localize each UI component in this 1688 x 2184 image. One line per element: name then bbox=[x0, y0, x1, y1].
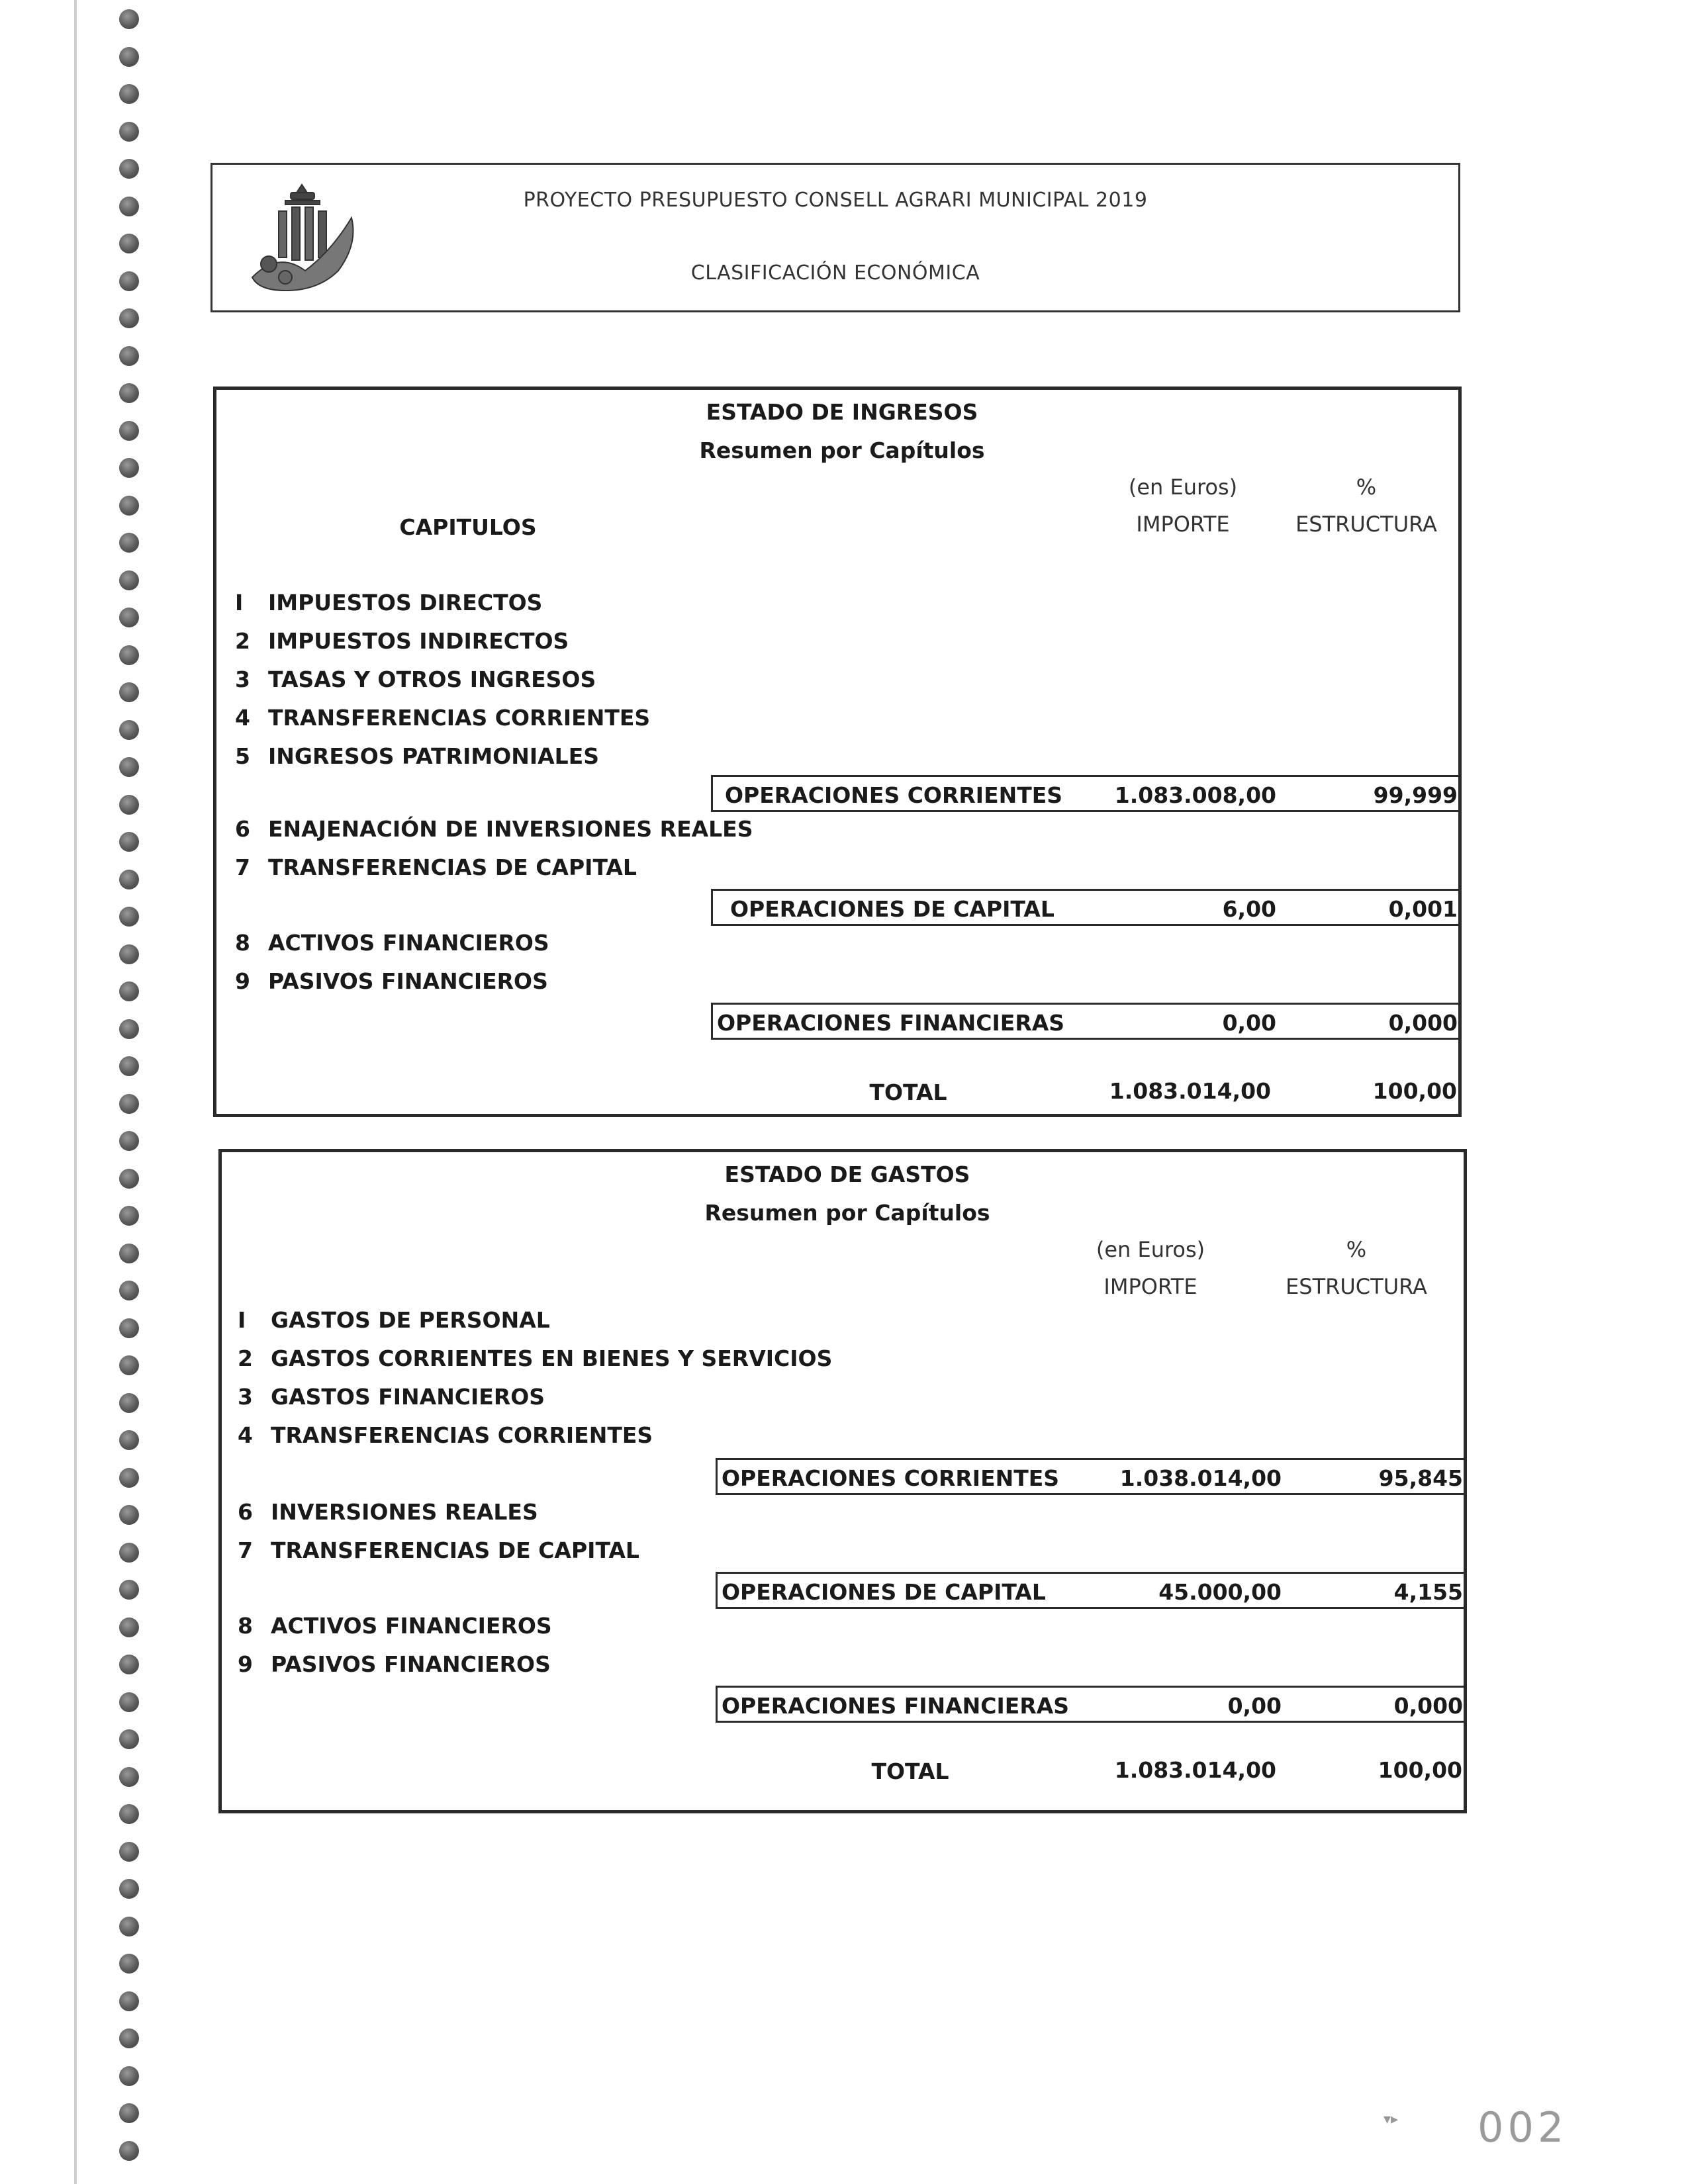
ingresos-col-importe: IMPORTE bbox=[1136, 512, 1230, 537]
gastos-total-label: TOTAL bbox=[871, 1758, 949, 1784]
binder-hole bbox=[119, 832, 139, 852]
gastos-row-num: 4 bbox=[238, 1422, 253, 1448]
binder-hole bbox=[119, 1729, 139, 1749]
ingresos-row-num: 4 bbox=[235, 705, 250, 731]
gastos-row-num: 2 bbox=[238, 1345, 253, 1371]
binder-hole bbox=[119, 9, 139, 29]
document-header bbox=[211, 163, 1460, 312]
binder-hole bbox=[119, 1131, 139, 1151]
ingresos-row-label: PASIVOS FINANCIEROS bbox=[268, 968, 548, 994]
gastos-pct-label: % bbox=[1346, 1237, 1367, 1262]
gastos-title: ESTADO DE GASTOS bbox=[724, 1161, 970, 1187]
binder-hole bbox=[119, 1430, 139, 1450]
subtotal-importe: 45.000,00 bbox=[1158, 1579, 1282, 1605]
binder-hole bbox=[119, 1917, 139, 1936]
subtotal-estructura: 0,000 bbox=[1393, 1693, 1463, 1719]
ingresos-row-label: IMPUESTOS DIRECTOS bbox=[268, 590, 543, 615]
gastos-row-num: 6 bbox=[238, 1499, 253, 1525]
ingresos-total-label: TOTAL bbox=[869, 1079, 947, 1105]
binder-hole bbox=[119, 346, 139, 366]
binder-hole bbox=[119, 1019, 139, 1039]
binder-hole bbox=[119, 1244, 139, 1263]
binder-hole bbox=[119, 1393, 139, 1413]
binder-hole bbox=[119, 308, 139, 328]
subtotal-estructura: 95,845 bbox=[1378, 1465, 1463, 1491]
gastos-total-importe: 1.083.014,00 bbox=[1114, 1757, 1276, 1783]
binder-hole bbox=[119, 1281, 139, 1300]
subtotal-estructura: 0,001 bbox=[1388, 896, 1458, 922]
subtotal-importe: 0,00 bbox=[1227, 1693, 1282, 1719]
ingresos-total-importe: 1.083.014,00 bbox=[1109, 1078, 1271, 1104]
binder-hole bbox=[119, 533, 139, 553]
binder-hole bbox=[119, 496, 139, 516]
binder-hole bbox=[119, 1655, 139, 1674]
ingresos-row-label: TRANSFERENCIAS DE CAPITAL bbox=[268, 854, 637, 880]
subtotal-importe: 6,00 bbox=[1222, 896, 1276, 922]
page-number: 002 bbox=[1477, 2103, 1568, 2152]
ingresos-subtotal-corrientes bbox=[711, 775, 1462, 812]
gastos-col-importe: IMPORTE bbox=[1103, 1274, 1197, 1299]
ingresos-row-num: 8 bbox=[235, 930, 250, 956]
ingresos-col-capitulos: CAPITULOS bbox=[399, 514, 537, 540]
binder-hole bbox=[119, 1580, 139, 1600]
binder-hole bbox=[119, 1617, 139, 1637]
binder-hole bbox=[119, 271, 139, 291]
binder-hole bbox=[119, 1505, 139, 1525]
ingresos-row-label: IMPUESTOS INDIRECTOS bbox=[268, 628, 569, 654]
ingresos-row-num: I bbox=[235, 590, 244, 615]
binder-hole bbox=[119, 159, 139, 179]
ingresos-row-label: INGRESOS PATRIMONIALES bbox=[268, 743, 600, 769]
gastos-subtotal-corrientes bbox=[716, 1458, 1467, 1495]
binder-hole bbox=[119, 1355, 139, 1375]
binder-hole bbox=[119, 2066, 139, 2086]
subtotal-importe: 1.083.008,00 bbox=[1114, 782, 1276, 808]
gastos-subtotal-financieras bbox=[716, 1686, 1467, 1723]
subtotal-importe: 0,00 bbox=[1222, 1010, 1276, 1036]
binder-hole bbox=[119, 720, 139, 740]
gastos-row-label: PASIVOS FINANCIEROS bbox=[271, 1651, 551, 1677]
ingresos-row-num: 9 bbox=[235, 968, 250, 994]
gastos-subtotal-capital bbox=[716, 1572, 1467, 1609]
subtotal-estructura: 99,999 bbox=[1373, 782, 1458, 808]
binder-hole bbox=[119, 1543, 139, 1563]
binder-hole bbox=[119, 421, 139, 441]
binder-hole bbox=[119, 981, 139, 1001]
binder-hole bbox=[119, 1468, 139, 1488]
gastos-row-label: GASTOS CORRIENTES EN BIENES Y SERVICIOS bbox=[271, 1345, 833, 1371]
page-subtitle: CLASIFICACIÓN ECONÓMICA bbox=[690, 261, 980, 285]
ingresos-row-num: 3 bbox=[235, 666, 250, 692]
subtotal-label: OPERACIONES DE CAPITAL bbox=[730, 896, 1055, 922]
ingresos-subtotal-capital bbox=[711, 889, 1462, 926]
gastos-row-num: I bbox=[238, 1307, 246, 1333]
gastos-row-num: 8 bbox=[238, 1613, 253, 1639]
gastos-row-label: INVERSIONES REALES bbox=[271, 1499, 538, 1525]
gastos-row-label: TRANSFERENCIAS DE CAPITAL bbox=[271, 1537, 639, 1563]
subtotal-estructura: 0,000 bbox=[1388, 1010, 1458, 1036]
subtotal-label: OPERACIONES DE CAPITAL bbox=[722, 1579, 1046, 1605]
gastos-units-label: (en Euros) bbox=[1096, 1237, 1205, 1262]
ingresos-row-label: TRANSFERENCIAS CORRIENTES bbox=[268, 705, 651, 731]
binder-hole bbox=[119, 2028, 139, 2048]
ingresos-title: ESTADO DE INGRESOS bbox=[706, 399, 978, 425]
ingresos-row-num: 5 bbox=[235, 743, 250, 769]
ingresos-panel bbox=[213, 387, 1462, 1117]
binder-hole bbox=[119, 757, 139, 777]
binder-hole bbox=[119, 1094, 139, 1114]
binder-hole bbox=[119, 645, 139, 665]
binder-holes bbox=[119, 0, 146, 2184]
binder-hole bbox=[119, 383, 139, 403]
binder-hole bbox=[119, 122, 139, 142]
subtotal-label: OPERACIONES CORRIENTES bbox=[722, 1465, 1060, 1491]
page-title: PROYECTO PRESUPUESTO CONSELL AGRARI MUNICIPAL 2019 bbox=[523, 189, 1148, 212]
ingresos-subtotal-financieras bbox=[711, 1003, 1462, 1040]
binder-hole bbox=[119, 1169, 139, 1189]
ingresos-row-label: ENAJENACIÓN DE INVERSIONES REALES bbox=[268, 816, 753, 842]
binder-hole bbox=[119, 907, 139, 927]
binder-hole bbox=[119, 84, 139, 104]
gastos-row-num: 9 bbox=[238, 1651, 253, 1677]
ingresos-units-label: (en Euros) bbox=[1128, 475, 1238, 500]
binder-hole bbox=[119, 682, 139, 702]
binder-hole bbox=[119, 608, 139, 627]
binder-hole bbox=[119, 1692, 139, 1712]
binder-hole bbox=[119, 795, 139, 815]
ingresos-total-estructura: 100,00 bbox=[1372, 1078, 1457, 1104]
gastos-col-estructura: ESTRUCTURA bbox=[1286, 1274, 1427, 1299]
gastos-row-label: ACTIVOS FINANCIEROS bbox=[271, 1613, 552, 1639]
scan-mark: ▾▸ bbox=[1383, 2111, 1399, 2128]
gastos-panel bbox=[218, 1149, 1467, 1813]
gastos-row-label: GASTOS DE PERSONAL bbox=[271, 1307, 550, 1333]
gastos-row-num: 3 bbox=[238, 1384, 253, 1410]
ingresos-row-label: ACTIVOS FINANCIEROS bbox=[268, 930, 549, 956]
gastos-subtitle: Resumen por Capítulos bbox=[704, 1200, 990, 1226]
binder-hole bbox=[119, 944, 139, 964]
ingresos-col-estructura: ESTRUCTURA bbox=[1295, 512, 1437, 537]
binder-hole bbox=[119, 197, 139, 216]
binder-hole bbox=[119, 1206, 139, 1226]
binder-hole bbox=[119, 570, 139, 590]
ingresos-row-num: 6 bbox=[235, 816, 250, 842]
subtotal-estructura: 4,155 bbox=[1393, 1579, 1463, 1605]
ingresos-row-label: TASAS Y OTROS INGRESOS bbox=[268, 666, 596, 692]
binder-hole bbox=[119, 1767, 139, 1787]
gastos-row-num: 7 bbox=[238, 1537, 253, 1563]
subtotal-label: OPERACIONES FINANCIERAS bbox=[722, 1693, 1070, 1719]
binder-hole bbox=[119, 458, 139, 478]
ingresos-row-num: 7 bbox=[235, 854, 250, 880]
gastos-row-label: TRANSFERENCIAS CORRIENTES bbox=[271, 1422, 653, 1448]
binding-edge bbox=[74, 0, 77, 2184]
binder-hole bbox=[119, 1879, 139, 1899]
binder-hole bbox=[119, 1804, 139, 1824]
binder-hole bbox=[119, 47, 139, 67]
gastos-total-estructura: 100,00 bbox=[1378, 1757, 1462, 1783]
binder-hole bbox=[119, 1318, 139, 1338]
ingresos-pct-label: % bbox=[1356, 475, 1377, 500]
gastos-row-label: GASTOS FINANCIEROS bbox=[271, 1384, 545, 1410]
ingresos-subtitle: Resumen por Capítulos bbox=[699, 437, 985, 463]
ingresos-row-num: 2 bbox=[235, 628, 250, 654]
binder-hole bbox=[119, 1954, 139, 1974]
binder-hole bbox=[119, 1991, 139, 2011]
subtotal-label: OPERACIONES FINANCIERAS bbox=[717, 1010, 1065, 1036]
subtotal-label: OPERACIONES CORRIENTES bbox=[725, 782, 1063, 808]
binder-hole bbox=[119, 870, 139, 889]
subtotal-importe: 1.038.014,00 bbox=[1119, 1465, 1282, 1491]
binder-hole bbox=[119, 2103, 139, 2123]
binder-hole bbox=[119, 1056, 139, 1076]
binder-hole bbox=[119, 1842, 139, 1862]
binder-hole bbox=[119, 2141, 139, 2161]
binder-hole bbox=[119, 234, 139, 253]
